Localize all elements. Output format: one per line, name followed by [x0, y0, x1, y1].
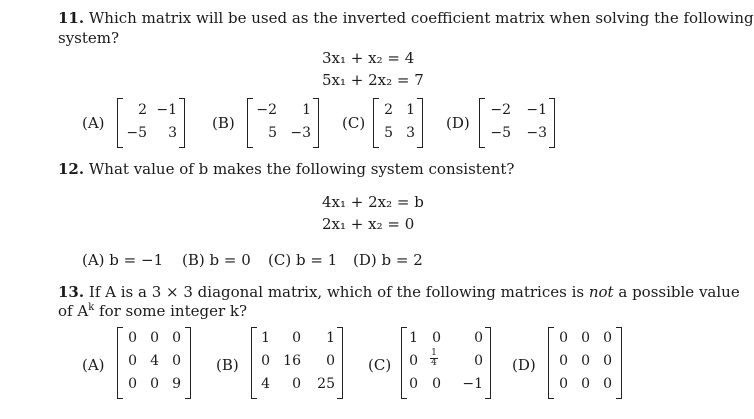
q11-c-cell-21: 5	[384, 125, 393, 141]
q11-d-cell-11: −2	[490, 102, 511, 118]
q13-text-sup: k	[88, 302, 95, 313]
q13-a-cell-11: 0	[128, 330, 137, 346]
q11-c-cell-22: 3	[406, 125, 415, 141]
q13-d-cell-13: 0	[603, 330, 612, 346]
q12-option-d: (D) b = 2	[353, 251, 423, 269]
q13-text-a: If A is a 3 × 3 diagonal matrix, which of the following matrices is	[88, 283, 585, 301]
q13-d-cell-22: 0	[581, 353, 590, 369]
q13-a-cell-21: 0	[128, 353, 137, 369]
q12-eq1: 4x₁ + 2x₂ = b	[322, 193, 424, 211]
q13-text-line2-c: for some integer k?	[94, 302, 248, 320]
q13-matrix-c	[401, 327, 491, 399]
q11-c-cell-12: 1	[406, 102, 415, 118]
q13-c-cell-11: 1	[409, 330, 418, 346]
q12-eq2: 2x₁ + x₂ = 0	[322, 215, 415, 233]
q11-matrix-c	[373, 98, 423, 148]
q11-matrix-d	[479, 98, 555, 148]
q13-d-cell-31: 0	[559, 376, 568, 392]
q11-matrix-b	[247, 98, 319, 148]
q13-c-cell-32: 0	[432, 376, 441, 392]
q13-d-cell-11: 0	[559, 330, 568, 346]
q13-a-cell-23: 0	[172, 353, 181, 369]
q11-b-cell-12: 1	[302, 102, 311, 118]
q13-a-cell-22: 4	[150, 353, 159, 369]
q13-text-not: not	[588, 283, 614, 301]
q13-text-line2: of A	[58, 302, 89, 320]
q13-d-cell-33: 0	[603, 376, 612, 392]
q13-d-cell-12: 0	[581, 330, 590, 346]
q13-a-cell-32: 0	[150, 376, 159, 392]
q13-b-cell-21: 0	[261, 353, 270, 369]
q13-option-d-label: (D)	[512, 356, 536, 374]
q11-c-cell-11: 2	[384, 102, 393, 118]
q13-matrix-d	[548, 327, 622, 399]
q13-a-cell-31: 0	[128, 376, 137, 392]
q13-c-cell-21: 0	[409, 353, 418, 369]
q13-c-cell-31: 0	[409, 376, 418, 392]
q13-option-a-label: (A)	[82, 356, 105, 374]
q13-c-cell-12: 0	[432, 330, 441, 346]
q13-c-cell-23: 0	[474, 353, 483, 369]
q13-d-cell-32: 0	[581, 376, 590, 392]
q11-d-cell-21: −5	[490, 125, 511, 141]
q11-a-cell-11: 2	[138, 102, 147, 118]
q11-option-c-label: (C)	[342, 114, 366, 132]
q11-d-cell-22: −3	[526, 125, 547, 141]
q11-matrix-a	[117, 98, 185, 148]
q11-number: 11.	[58, 9, 85, 27]
q11-eq1: 3x₁ + x₂ = 4	[322, 49, 415, 67]
q13-a-cell-13: 0	[172, 330, 181, 346]
q13-d-cell-21: 0	[559, 353, 568, 369]
q12-line	[58, 160, 514, 178]
q13-b-cell-33: 25	[317, 376, 335, 392]
q13-c-cell-22	[425, 349, 443, 368]
q13-c-cell-13: 0	[474, 330, 483, 346]
q11-b-cell-11: −2	[256, 102, 277, 118]
q13-b-cell-11: 1	[261, 330, 270, 346]
q11-eq2: 5x₁ + 2x₂ = 7	[322, 71, 424, 89]
q12-number: 12.	[58, 160, 85, 178]
q11-option-b-label: (B)	[212, 114, 235, 132]
q11-d-cell-12: −1	[526, 102, 547, 118]
q13-a-cell-12: 0	[150, 330, 159, 346]
q13-matrix-b	[251, 327, 343, 399]
q13-line2	[58, 302, 247, 320]
q13-b-cell-13: 1	[326, 330, 335, 346]
q13-option-c-label: (C)	[368, 356, 392, 374]
q13-number: 13.	[58, 283, 85, 301]
q11-a-cell-22: 3	[168, 125, 177, 141]
q12-text: What value of b makes the following system consistent?	[88, 160, 515, 178]
q11-a-cell-12: −1	[156, 102, 177, 118]
q13-text-b: a possible value	[618, 283, 740, 301]
q13-a-cell-33: 9	[172, 376, 181, 392]
q11-a-cell-21: −5	[126, 125, 147, 141]
q11-text-line2: system?	[58, 29, 120, 47]
q12-option-a: (A) b = −1	[82, 251, 164, 269]
q13-b-cell-22: 16	[283, 353, 301, 369]
q11-b-cell-22: −3	[290, 125, 311, 141]
q13-b-cell-12: 0	[292, 330, 301, 346]
q13-matrix-a	[117, 327, 191, 399]
q13-c-cell-33: −1	[462, 376, 483, 392]
q13-line1	[58, 283, 740, 301]
q12-option-b: (B) b = 0	[182, 251, 251, 269]
q13-c-cell-22-fraction: $\frac{1}{4}$	[431, 348, 437, 368]
q11-option-d-label: (D)	[446, 114, 470, 132]
q13-b-cell-31: 4	[261, 376, 270, 392]
q11-b-cell-21: 5	[268, 125, 277, 141]
q13-b-cell-23: 0	[326, 353, 335, 369]
q13-b-cell-32: 0	[292, 376, 301, 392]
q11-text-line1: Which matrix will be used as the inverted coefficient matrix when solving the following	[88, 9, 754, 27]
q13-d-cell-23: 0	[603, 353, 612, 369]
q11-option-a-label: (A)	[82, 114, 105, 132]
q12-option-c: (C) b = 1	[268, 251, 338, 269]
q11-line1	[58, 9, 754, 27]
q13-option-b-label: (B)	[216, 356, 239, 374]
